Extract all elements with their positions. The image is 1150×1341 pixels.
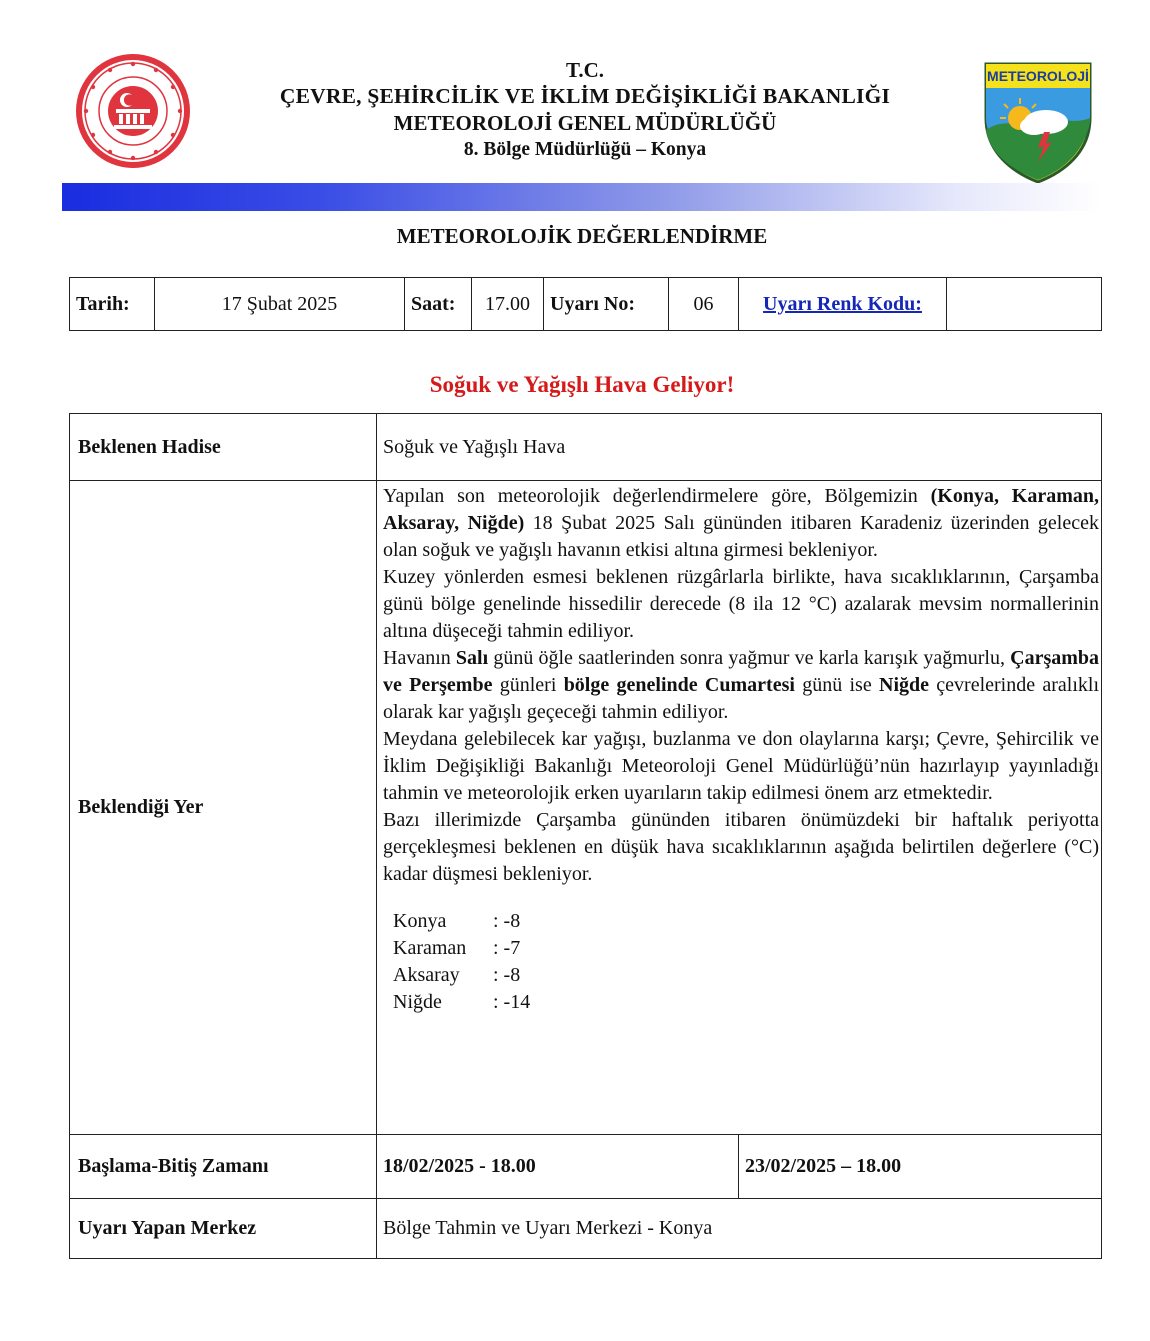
warning-no-value: 06 xyxy=(669,278,739,331)
date-label: Tarih: xyxy=(70,278,155,331)
warning-no-label: Uyarı No: xyxy=(544,278,669,331)
warning-color-code-link[interactable]: Uyarı Renk Kodu: xyxy=(739,278,947,331)
table-row xyxy=(70,481,1102,1135)
event-label: Beklenen Hadise xyxy=(70,414,377,481)
center-label: Uyarı Yapan Merkez xyxy=(70,1199,377,1259)
table-row xyxy=(70,1199,1102,1259)
min-temperature-list xyxy=(393,908,530,1016)
period-start: 18/02/2025 - 18.00 xyxy=(377,1135,739,1199)
location-description xyxy=(377,481,1102,1135)
header-regional-office: 8. Bölge Müdürlüğü – Konya xyxy=(463,139,707,160)
header-gradient-band xyxy=(62,183,1102,211)
ministry-seal-logo xyxy=(70,52,196,170)
document-title: METEOROLOJİK DEĞERLENDİRME xyxy=(396,224,768,248)
center-value: Bölge Tahmin ve Uyarı Merkezi - Konya xyxy=(377,1199,1102,1259)
time-label: Saat: xyxy=(405,278,472,331)
warning-color-code-value xyxy=(947,278,1102,331)
date-value: 17 Şubat 2025 xyxy=(155,278,405,331)
period-label: Başlama-Bitiş Zamanı xyxy=(70,1135,377,1199)
list-item: Aksaray : -8 xyxy=(393,964,521,986)
event-value: Soğuk ve Yağışlı Hava xyxy=(377,414,1102,481)
table-row xyxy=(70,414,1102,481)
header-ministry-name: ÇEVRE, ŞEHİRCİLİK VE İKLİM DEĞİŞİKLİĞİ BAKANLIĞI xyxy=(279,84,891,108)
paragraph-advisory: Meydana gelebilecek kar yağışı, buzlanma ve don olaylarına karşı; Çevre, Şehircilik ve İklim Değişikliği Bakanlığı Meteoroloji Genel Müdürlüğü’nün hazırlayıp yayınladığı tahmin ve meteorolojik erken uyarıların takip edilmesi önem arz etmektedir. xyxy=(383,728,1100,804)
list-item: Niğde : -14 xyxy=(393,991,531,1013)
paragraph-intro: Yapılan son meteorolojik değerlendirmelere göre, Bölgemizin (Konya, Karaman, Aksaray, Niğde) 18 Şubat 2025 Salı gününden itibaren Karadeniz üzerinden gelecek olan soğuk ve yağışlı havanın etkisi altına girmesi bekleniyor. xyxy=(383,485,1100,561)
header-directorate-name: METEOROLOJİ GENEL MÜDÜRLÜĞÜ xyxy=(393,111,777,135)
logo-text: METEOROLOJİ xyxy=(987,68,1089,84)
info-table xyxy=(69,277,1102,331)
warning-details-table xyxy=(69,413,1102,1259)
paragraph-temperature-drop: Kuzey yönlerden esmesi beklenen rüzgârlarla birlikte, hava sıcaklıklarının, Çarşamba günü bölge genelinde hissedilir derecede (8 ila 12 °C) azalarak mevsim normallerinin altına düşeceği tahmin ediliyor. xyxy=(383,566,1100,642)
table-row xyxy=(70,1135,1102,1199)
meteoroloji-shield-logo xyxy=(980,60,1096,184)
list-item: Karaman : -7 xyxy=(393,937,521,959)
time-value: 17.00 xyxy=(472,278,544,331)
paragraph-precipitation: Havanın Salı günü öğle saatlerinden sonra yağmur ve karla karışık yağmurlu, Çarşamba ve Perşembe günleri bölge genelinde Cumartesi günü ise Niğde çevrelerinde aralıklı olarak kar yağışlı geçeceği tahmin ediliyor. xyxy=(383,647,1100,723)
list-item: Konya : -8 xyxy=(393,910,521,932)
period-end: 23/02/2025 – 18.00 xyxy=(739,1135,1102,1199)
location-label: Beklendiği Yer xyxy=(70,481,377,1135)
alert-title: Soğuk ve Yağışlı Hava Geliyor! xyxy=(429,372,735,397)
paragraph-min-temperatures: Bazı illerimizde Çarşamba gününden itibaren önümüzdeki bir haftalık periyotta gerçekleşmesi beklenen en düşük hava sıcaklıklarının aşağıda belirtilen değerlere (°C) kadar düşmesi bekleniyor. xyxy=(383,809,1100,885)
header-line-tc: T.C. xyxy=(565,58,605,82)
